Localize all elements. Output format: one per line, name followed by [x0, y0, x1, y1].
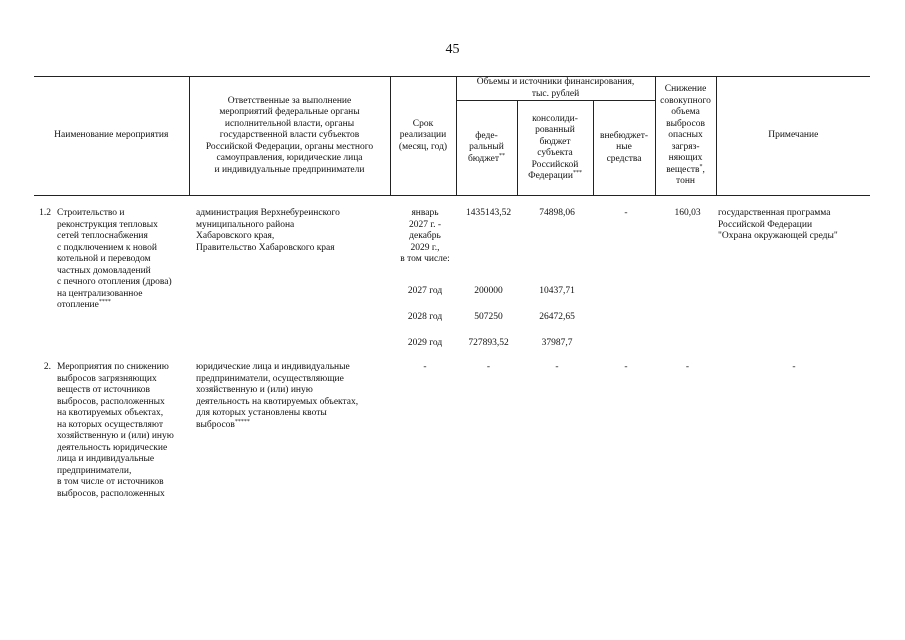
row-term: январь 2027 г. - декабрь 2029 г., в том числе:	[400, 208, 450, 264]
page-number: 45	[445, 42, 460, 57]
subrow-consolidated: 26472,65	[539, 312, 575, 322]
row-consolidated: 74898,06	[539, 208, 575, 218]
header-col-federal: феде- ральный бюджет**	[456, 101, 517, 196]
row-emission: -	[685, 362, 690, 372]
subrow-term: 2027 год	[407, 286, 443, 296]
header-col-extrabudget: внебюджет- ные средства	[593, 101, 655, 196]
row-federal: -	[486, 362, 491, 372]
subrow-term: 2028 год	[407, 312, 443, 322]
row-name: Строительство и реконструкция тепловых сетей теплоснабжения с подключением к новой котельной и переводом частных домовладений с печного отопления (дрова) на централизованное отопление****	[57, 208, 172, 310]
row-name: Мероприятия по снижению выбросов загрязняющих веществ от источников выбросов, расположенных на квотируемых объектах, на которых осуществляют хозяйственную и (или) иную деятельность юридические лица и индивидуальные предприниматели, в том числе от источников выбросов, расположенных	[57, 362, 174, 499]
row-number: 2.	[43, 362, 51, 372]
subrow-consolidated: 37987,7	[541, 338, 573, 348]
table-header	[34, 76, 870, 196]
row-note: -	[792, 362, 796, 372]
subrow-federal: 727893,52	[468, 338, 509, 348]
row-emission: 160,03	[674, 208, 701, 218]
header-col-responsible: Ответственные за выполнение мероприятий федеральные органы исполнительной власти, органы государственной власти субъектов Российской Федерации, органы местного самоуправления, юридические лица и индивидуальные предприниматели	[189, 77, 390, 196]
header-col-name: Наименование мероприятия	[34, 77, 189, 196]
row-responsible: администрация Верхнебуреинского муниципального района Хабаровского края, Правительство Хабаровского края	[196, 208, 340, 253]
row-federal: 1435143,52	[465, 208, 512, 218]
header-col-emission: Снижение совокупного объема выбросов опасных загряз- няющих веществ*, тонн	[655, 77, 716, 196]
subrow-federal: 507250	[474, 312, 503, 322]
row-note: государственная программа Российской Федерации "Охрана окружающей среды"	[718, 208, 838, 241]
header-col-consolidated: консолиди- рованный бюджет субъекта Российской Федерации***	[517, 101, 593, 196]
row-extrabudget: -	[624, 208, 628, 218]
row-responsible: юридические лица и индивидуальные предприниматели, осуществляющие хозяйственную и (или) иную деятельность на квотируемых объектах, для которых установлены квоты выбросов*****	[196, 362, 359, 430]
row-number: 1.2	[39, 208, 51, 218]
header-col-term: Срок реализации (месяц, год)	[390, 77, 456, 196]
header-col-financing: Объемы и источники финансирования, тыс. рублей	[456, 77, 655, 101]
header-col-note: Примечание	[716, 77, 870, 196]
subrow-term: 2029 год	[407, 338, 443, 348]
row-consolidated: -	[555, 362, 559, 372]
subrow-consolidated: 10437,71	[539, 286, 575, 296]
row-term: -	[423, 362, 427, 372]
row-extrabudget: -	[624, 362, 628, 372]
subrow-federal: 200000	[474, 286, 503, 296]
